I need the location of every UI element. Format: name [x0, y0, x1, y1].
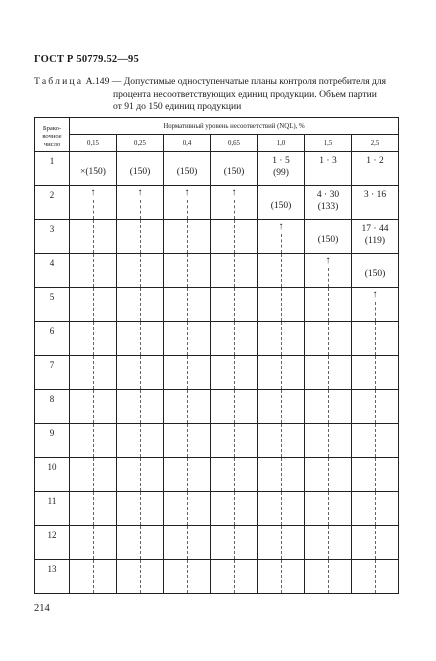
nql-group-header: Нормативный уровень несоответствий (NQL), % [70, 118, 399, 135]
plan-cell: (150) [176, 167, 198, 177]
acceptance-number: 10 [35, 458, 70, 492]
continuation-line [234, 288, 235, 321]
continuation-line [93, 220, 94, 253]
acceptance-number: 3 [35, 220, 70, 254]
acceptance-number: 1 [35, 152, 70, 186]
up-arrow-icon: ↑ [137, 187, 143, 198]
plan-cell: (150) [364, 269, 386, 279]
table-row [35, 560, 399, 594]
standard-designation: ГОСТ Р 50779.52—95 [34, 54, 139, 65]
acceptance-number: 9 [35, 424, 70, 458]
continuation-line [187, 254, 188, 287]
acceptance-number: 5 [35, 288, 70, 322]
acceptance-number: 8 [35, 390, 70, 424]
nql-level: 1,0 [258, 135, 305, 152]
table-row [35, 220, 399, 254]
plan-cell: 1 · 2 [366, 156, 384, 166]
table-row [35, 390, 399, 424]
acceptance-number: 13 [35, 560, 70, 594]
plan-cell: 1 · 5 (99) [272, 156, 290, 178]
table-row [35, 458, 399, 492]
up-arrow-icon: ↑ [90, 187, 96, 198]
nql-level: 1,5 [305, 135, 352, 152]
acceptance-number-header: Брако- вочное число [35, 118, 70, 152]
continuation-line [281, 288, 282, 321]
up-arrow-icon: ↑ [184, 187, 190, 198]
caption-lead: Таблица [34, 76, 84, 87]
continuation-line [93, 200, 94, 219]
plan-cell: (150) [129, 167, 151, 177]
acceptance-number: 7 [35, 356, 70, 390]
nql-level: 0,15 [70, 135, 117, 152]
up-arrow-icon: ↑ [372, 289, 378, 300]
table-row [35, 254, 399, 288]
page-number: 214 [34, 603, 50, 614]
continuation-line [187, 288, 188, 321]
caption-line-3: от 91 до 150 единиц продукции [113, 101, 242, 112]
acceptance-number: 11 [35, 492, 70, 526]
table-row [35, 492, 399, 526]
caption-line-2: процента несоответствующих единиц продукции. Объем партии [113, 88, 377, 100]
up-arrow-icon: ↑ [325, 255, 331, 266]
plan-cell: 3 · 16 [363, 190, 387, 200]
continuation-line [234, 220, 235, 253]
table-caption [34, 76, 400, 114]
caption-line-1: А.149 — Допустимые одноступенчатые планы контроля потребителя для [85, 76, 387, 87]
table-row [35, 322, 399, 356]
plan-cell: (150) [223, 167, 245, 177]
plan-cell: 17 · 44 (119) [361, 224, 389, 246]
continuation-line [187, 220, 188, 253]
continuation-line [281, 234, 282, 253]
continuation-line [375, 302, 376, 321]
continuation-line [93, 288, 94, 321]
plan-cell: 4 · 30 (133) [316, 190, 340, 212]
table-row [35, 186, 399, 220]
acceptance-number: 2 [35, 186, 70, 220]
continuation-line [187, 200, 188, 219]
acceptance-number: 4 [35, 254, 70, 288]
continuation-line [328, 268, 329, 287]
table-row [35, 152, 399, 186]
continuation-line [93, 254, 94, 287]
up-arrow-icon: ↑ [278, 221, 284, 232]
continuation-line [281, 254, 282, 287]
continuation-line [140, 288, 141, 321]
continuation-line [140, 220, 141, 253]
continuation-line [140, 200, 141, 219]
table-row [35, 424, 399, 458]
plan-cell: (150) [317, 235, 339, 245]
continuation-line [328, 288, 329, 321]
nql-level: 0,25 [117, 135, 164, 152]
plan-cell: (150) [270, 201, 292, 211]
continuation-line [140, 254, 141, 287]
plan-cell: ×(150) [80, 167, 106, 177]
acceptance-number: 12 [35, 526, 70, 560]
nql-level: 0,65 [211, 135, 258, 152]
table-row [35, 356, 399, 390]
table-row [35, 288, 399, 322]
acceptance-number: 6 [35, 322, 70, 356]
nql-level: 0,4 [164, 135, 211, 152]
continuation-line [234, 200, 235, 219]
nql-level: 2,5 [352, 135, 399, 152]
continuation-line [234, 254, 235, 287]
table-row [35, 526, 399, 560]
up-arrow-icon: ↑ [231, 187, 237, 198]
sampling-plans-table [34, 117, 399, 594]
plan-cell: 1 · 3 [319, 156, 337, 166]
